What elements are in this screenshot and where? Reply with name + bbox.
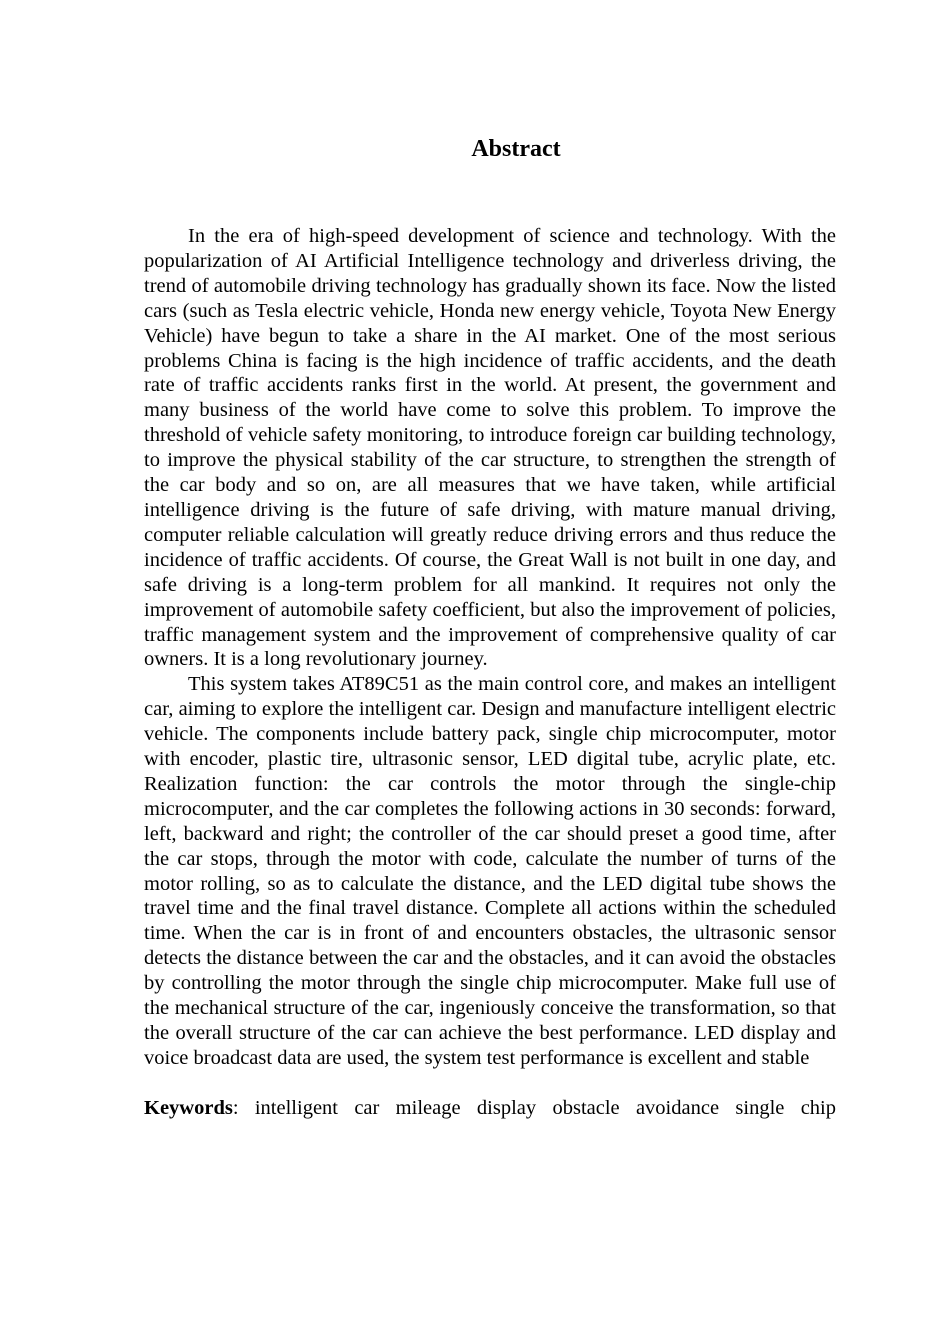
abstract-body xyxy=(144,224,836,1121)
abstract-paragraph-2: This system takes AT89C51 as the main control core, and makes an intelligent car, aiming to explore the intelligent car. Design and manufacture intelligent electric vehicle. The components include battery pack, single chip microcomputer, motor with encoder, plastic tire, ultrasonic sensor, LED digital tube, acrylic plate, etc. Realization function: the car controls the motor through the single-chip microcomputer, and the car completes the following actions in 30 seconds: forward, left, backward and right; the controller of the car should preset a good time, after the car stops, through the motor with code, calculate the number of turns of the motor rolling, so as to calculate the distance, and the LED digital tube shows the travel time and the final travel distance. Complete all actions within the scheduled time. When the car is in front of and encounters obstacles, the ultrasonic sensor detects the distance between the car and the obstacles, and it can avoid the obstacles by controlling the motor through the single chip microcomputer. Make full use of the mechanical structure of the car, ingeniously conceive the transformation, so that the overall structure of the car can achieve the best performance. LED display and voice broadcast data are used, the system test performance is excellent and stable xyxy=(144,673,836,1069)
keywords-line xyxy=(144,1096,836,1121)
abstract-paragraph-1: In the era of high-speed development of science and technology. With the popularization of AI Artificial Intelligence technology and driverless driving, the trend of automobile driving technology has gradually shown its face. Now the listed cars (such as Tesla electric vehicle, Honda new energy vehicle, Toyota New Energy Vehicle) have begun to take a share in the AI market. One of the most serious problems China is facing is the high incidence of traffic accidents, and the death rate of traffic accidents ranks first in the world. At present, the government and many business of the world have come to solve this problem. To improve the threshold of vehicle safety monitoring, to introduce foreign car building technology, to improve the physical stability of the car structure, to strengthen the strength of the car body and so on, are all measures that we have taken, while artificial intelligence driving is the future of safe driving, with mature manual driving, computer reliable calculation will greatly reduce driving errors and thus reduce the incidence of traffic accidents. Of course, the Great Wall is not built in one day, and safe driving is a long-term problem for all mankind. It requires not only the improvement of automobile safety coefficient, but also the improvement of policies, traffic management system and the improvement of comprehensive quality of car owners. It is a long revolutionary journey. xyxy=(144,225,836,671)
keywords-label: Keywords xyxy=(144,1096,233,1119)
abstract-title: Abstract xyxy=(471,136,561,162)
keywords-text: : intelligent car mileage display obstacle avoidance single chip xyxy=(232,1096,836,1119)
